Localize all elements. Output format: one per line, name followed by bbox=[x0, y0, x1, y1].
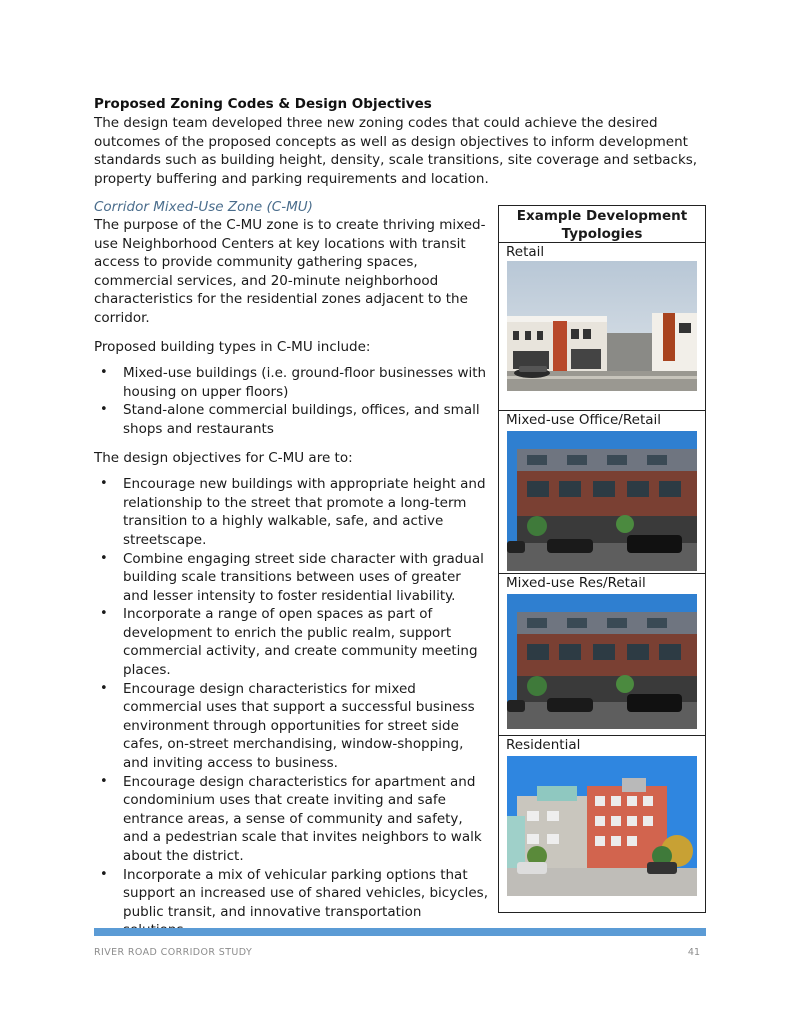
bullet-icon: • bbox=[100, 550, 108, 566]
bullet-icon: • bbox=[100, 402, 108, 418]
bullet-icon: • bbox=[100, 476, 108, 492]
mixed-res-retail-photo bbox=[507, 594, 697, 729]
list-item bbox=[94, 401, 489, 438]
list-item bbox=[94, 680, 489, 773]
page-number: 41 bbox=[687, 947, 700, 958]
typology-label: Residential bbox=[506, 737, 581, 753]
list-item bbox=[94, 475, 489, 549]
building-types-list bbox=[94, 364, 489, 438]
mixed-office-retail-photo bbox=[507, 431, 697, 571]
residential-photo bbox=[507, 756, 697, 896]
footer-bar bbox=[94, 928, 706, 936]
list-item bbox=[94, 605, 489, 679]
typology-label: Mixed-use Res/Retail bbox=[506, 575, 646, 591]
list-item-text: Stand-alone commercial buildings, offices, and small shops and restaurants bbox=[123, 402, 480, 437]
bullet-icon: • bbox=[100, 606, 108, 622]
list-item-text: Encourage new buildings with appropriate height and relationship to the street that promote a long-term transition to a highly walkable, safe, and active streetscape. bbox=[123, 476, 486, 548]
list-item bbox=[94, 364, 489, 401]
typology-residential bbox=[499, 736, 705, 914]
typologies-panel bbox=[498, 205, 706, 913]
zone-subheading: Corridor Mixed-Use Zone (C-MU) bbox=[94, 199, 313, 215]
list-item bbox=[94, 550, 489, 606]
list-item-text: Encourage design characteristics for mixed commercial uses that support a successful business environment through opportunities for street side cafes, on-street merchandising, window-shopping, and inviting access to business. bbox=[123, 680, 475, 772]
bullet-icon: • bbox=[100, 680, 108, 696]
list-item-text: Incorporate a range of open spaces as part of development to enrich the public realm, support commercial activity, and create community meeting places. bbox=[123, 606, 478, 679]
building-types-intro: Proposed building types in C-MU include: bbox=[94, 338, 371, 355]
objectives-list bbox=[94, 475, 489, 940]
objectives-intro: The design objectives for C-MU are to: bbox=[94, 449, 353, 466]
list-item-text: Combine engaging street side character with gradual building scale transitions between uses of greater and lesser intensity to foster residential livability. bbox=[123, 550, 484, 604]
bullet-icon: • bbox=[100, 866, 108, 882]
list-item bbox=[94, 773, 489, 866]
typology-mixed-res-retail bbox=[499, 574, 705, 736]
section-heading: Proposed Zoning Codes & Design Objectives bbox=[94, 96, 432, 112]
typology-retail bbox=[499, 243, 705, 411]
purpose-paragraph: The purpose of the C-MU zone is to create thriving mixed-use Neighborhood Centers at key locations with transit access to provide community gathering spaces, commercial services, and 20-minute neighborhood characteristics for the residential zones adjacent to the corridor. bbox=[94, 217, 486, 326]
typology-mixed-office-retail bbox=[499, 411, 705, 574]
list-item-text: Encourage design characteristics for apartment and condominium uses that create inviting and safe entrance areas, a sense of community and safety, and a pedestrian scale that invites neighbors to walk about the district. bbox=[123, 773, 482, 864]
footer-study-title: RIVER ROAD CORRIDOR STUDY bbox=[94, 947, 253, 958]
zone-description bbox=[94, 216, 489, 950]
intro-paragraph: The design team developed three new zoning codes that could achieve the desired outcomes of the proposed concepts as well as design objectives to inform development standards such as building height, density, scale transitions, site coverage and setbacks, property buffering and parking requirements and location. bbox=[94, 115, 698, 187]
panel-title: Example Development Typologies bbox=[499, 206, 705, 243]
list-item-text: Mixed-use buildings (i.e. ground-floor businesses with housing on upper floors) bbox=[123, 365, 487, 400]
retail-photo bbox=[507, 261, 697, 391]
list-item-text: Incorporate a mix of vehicular parking options that support an increased use of shared vehicles, bicycles, public transit, and innovative transportation bbox=[123, 866, 489, 920]
bullet-icon: • bbox=[100, 365, 108, 381]
typology-label: Mixed-use Office/Retail bbox=[506, 412, 662, 428]
bullet-icon: • bbox=[100, 773, 108, 789]
typology-label: Retail bbox=[506, 244, 545, 260]
